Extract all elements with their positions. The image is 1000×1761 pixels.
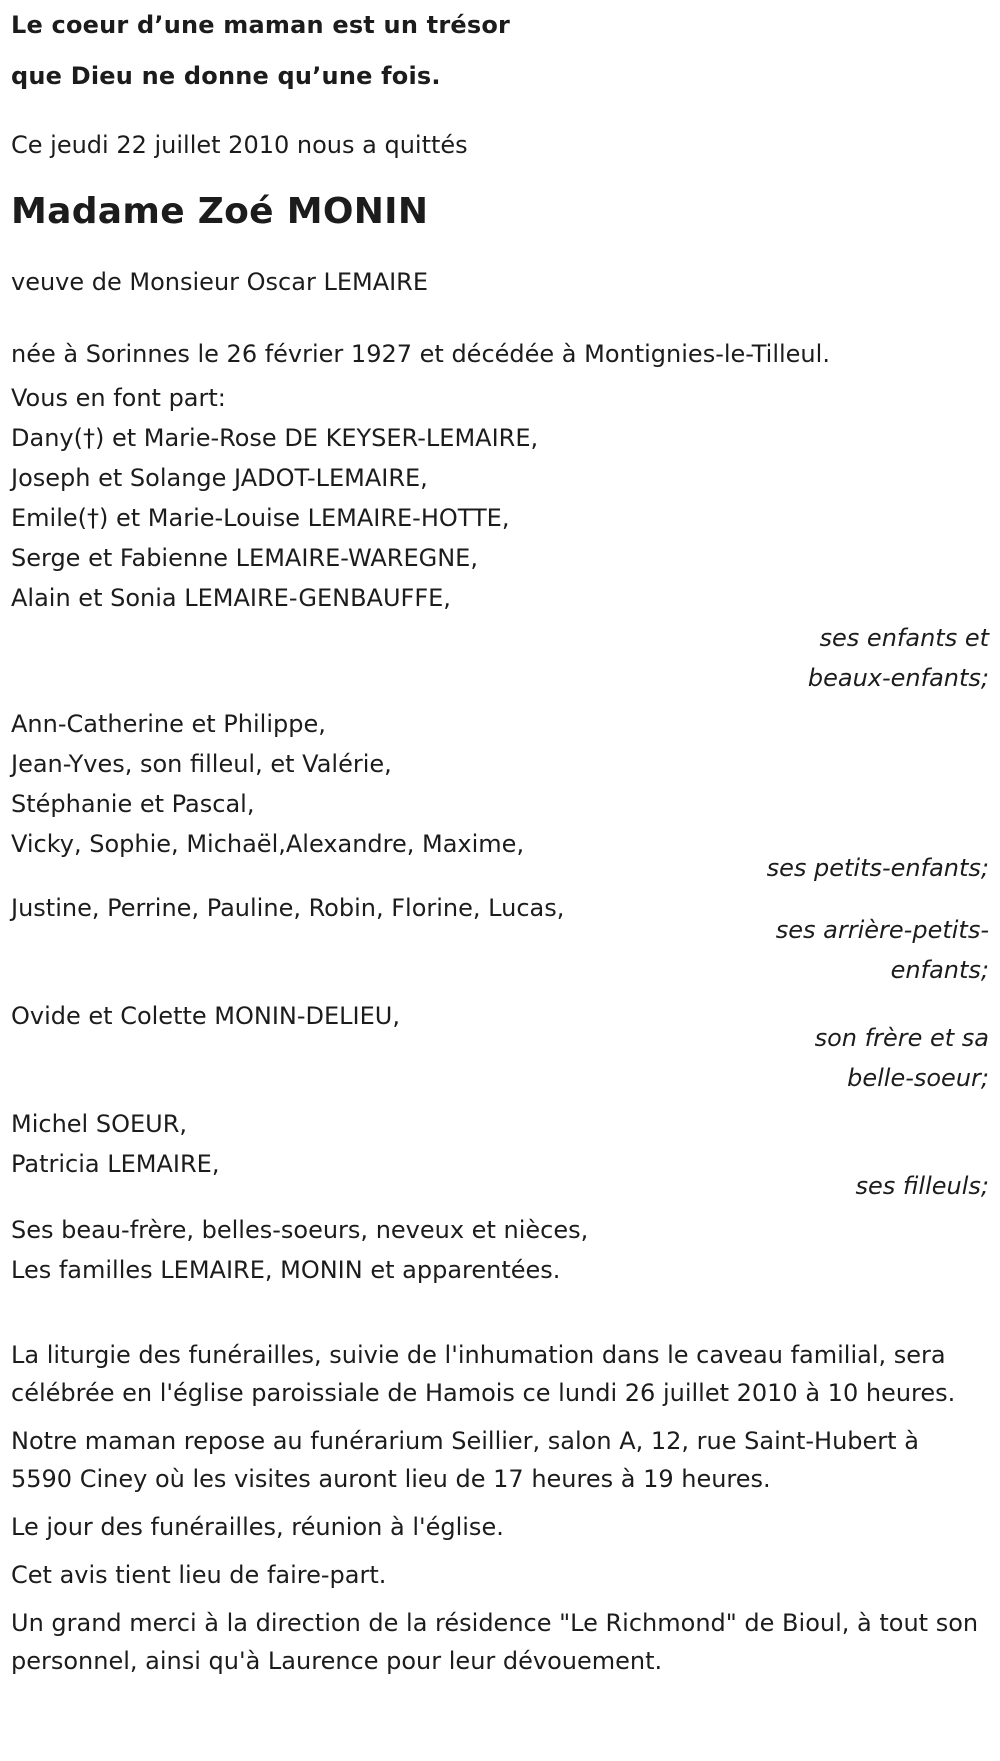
epigraph-line-2: que Dieu ne donne qu’une fois. [11,62,441,90]
relation-line: enfants; [890,956,989,984]
relation-line: ses filleuls; [855,1172,989,1200]
relation-line: ses enfants et [819,624,989,652]
deceased-name: Madame Zoé MONIN [11,191,429,232]
family-line: Justine, Perrine, Pauline, Robin, Florine, Lucas, [11,894,565,922]
obituary-notice [11,0,991,1680]
family-line: Vicky, Sophie, Michaël,Alexandre, Maxime, [11,830,525,858]
extended-family-group [11,1210,991,1290]
epigraph [11,0,991,102]
grandchildren-group [11,704,991,888]
great-grandchildren-group [11,888,991,990]
family-line: Ovide et Colette MONIN-DELIEU, [11,1002,400,1030]
family-line: Patricia LEMAIRE, [11,1150,220,1178]
thanks-message: Un grand merci à la direction de la résidence "Le Richmond" de Bioul, à tout son personnel, ainsi qu'à Laurence pour leur dévouement. [11,1609,979,1675]
family-line: Ses beau-frère, belles-soeurs, neveux et nièces, [11,1216,589,1244]
birth-death-details: née à Sorinnes le 26 février 1927 et décédée à Montignies-le-Tilleul. [11,340,830,368]
relation-line: ses petits-enfants; [766,854,989,882]
siblings-group [11,996,991,1098]
family-line: Stéphanie et Pascal, [11,790,255,818]
children-group [11,418,991,698]
family-line: Joseph et Solange JADOT-LEMAIRE, [11,464,428,492]
notice-info: Cet avis tient lieu de faire-part. [11,1561,387,1589]
relation-line: belle-soeur; [847,1064,989,1092]
family-line: Serge et Fabienne LEMAIRE-WAREGNE, [11,544,478,572]
meeting-info: Le jour des funérailles, réunion à l'église. [11,1513,504,1541]
godchildren-group [11,1104,991,1206]
relation-label [11,618,991,698]
family-line: Dany(†) et Marie-Rose DE KEYSER-LEMAIRE, [11,424,539,452]
funerarium-info: Notre maman repose au funérarium Seillier, salon A, 12, rue Saint-Hubert à 5590 Ciney où les visites auront lieu de 17 heures à 19 heures. [11,1427,919,1493]
family-line: Jean-Yves, son filleul, et Valérie, [11,750,392,778]
family-line: Les familles LEMAIRE, MONIN et apparentées. [11,1256,561,1284]
relation-line: son frère et sa [814,1024,989,1052]
announcement: Ce jeudi 22 juillet 2010 nous a quittés [11,131,468,159]
relation-line: ses arrière-petits- [775,916,989,944]
funeral-liturgy: La liturgie des funérailles, suivie de l'inhumation dans le caveau familial, sera célébrée en l'église paroissiale de Hamois ce lundi 26 juillet 2010 à 10 heures. [11,1341,956,1407]
family-line: Ann-Catherine et Philippe, [11,710,326,738]
family-line: Emile(†) et Marie-Louise LEMAIRE-HOTTE, [11,504,510,532]
family-line: Michel SOEUR, [11,1110,188,1138]
widow-of: veuve de Monsieur Oscar LEMAIRE [11,268,429,296]
family-line: Alain et Sonia LEMAIRE-GENBAUFFE, [11,584,451,612]
relation-line: beaux-enfants; [807,664,989,692]
epigraph-line-1: Le coeur d’une maman est un trésor [11,11,511,39]
family-intro: Vous en font part: [11,384,226,412]
